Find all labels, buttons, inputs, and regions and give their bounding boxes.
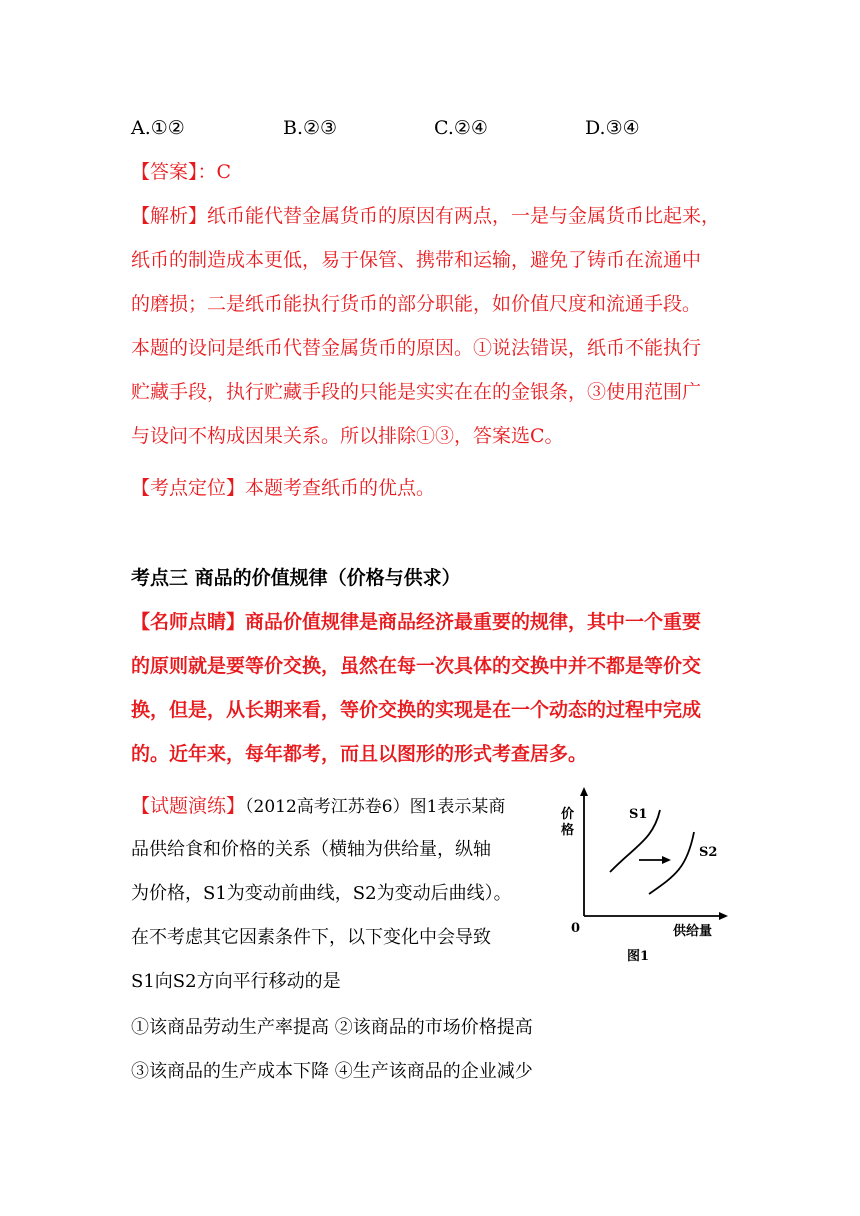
analysis-tag: 【解析】 bbox=[131, 205, 208, 227]
mingshi-text: 商品价值规律是商品经济最重要的规律，其中一个重要 bbox=[245, 611, 702, 633]
y-label-1: 价 bbox=[561, 807, 575, 822]
x-label: 供给量 bbox=[673, 924, 713, 939]
analysis-line-2: 纸币的制造成本更低，易于保管、携带和运输，避免了铸币在流通中 bbox=[131, 249, 702, 271]
analysis-text: 纸币能代替金属货币的原因有两点，一是与金属货币比起来， bbox=[207, 205, 721, 227]
shift-arrow-head bbox=[662, 856, 671, 864]
kaodian-line bbox=[131, 474, 435, 502]
choice-line-1: ①该商品劳动生产率提高 ②该商品的市场价格提高 bbox=[131, 1017, 533, 1038]
supply-figure bbox=[557, 784, 737, 969]
answer-tag: 【答案】 bbox=[131, 161, 198, 183]
kaodian-text: 本题考查纸币的优点。 bbox=[245, 477, 436, 499]
mingshi-line-2: 的原则就是要等价交换，虽然在每一次具体的交换中并不都是等价交 bbox=[131, 655, 702, 677]
answer-line bbox=[131, 158, 231, 186]
exercise-line-1 bbox=[131, 792, 505, 821]
analysis-line-3: 的磨损；二是纸币能执行货币的部分职能，如价值尺度和流通手段。 bbox=[131, 293, 702, 315]
choice-line-2: ③该商品的生产成本下降 ④生产该商品的企业减少 bbox=[131, 1061, 533, 1082]
x-axis-arrow bbox=[719, 912, 728, 920]
y-label-2: 格 bbox=[561, 823, 575, 838]
option-b: B.②③ bbox=[283, 117, 338, 139]
mingshi-line-3: 换，但是，从长期来看，等价交换的实现是在一个动态的过程中完成 bbox=[131, 699, 702, 721]
s2-label: S2 bbox=[699, 845, 718, 860]
analysis-line-5: 贮藏手段，执行贮藏手段的只能是实实在在的金银条，③使用范围广 bbox=[131, 381, 702, 403]
section-title: 考点三 商品的价值规律（价格与供求） bbox=[131, 567, 461, 589]
kaodian-tag: 【考点定位】 bbox=[131, 477, 246, 499]
answer-value: ：C bbox=[197, 161, 232, 183]
mingshi-line-1 bbox=[131, 608, 701, 636]
option-a: A.①② bbox=[131, 117, 185, 139]
mingshi-tag: 【名师点睛】 bbox=[131, 611, 246, 633]
exercise-tag: 【试题演练】 bbox=[131, 795, 246, 817]
exercise-text: （2012高考江苏卷6）图1表示某商 bbox=[245, 797, 506, 817]
exercise-line-4: 在不考虑其它因素条件下，以下变化中会导致 bbox=[131, 927, 491, 948]
origin-label: 0 bbox=[571, 921, 581, 936]
analysis-line-4: 本题的设问是纸币代替金属货币的原因。①说法错误，纸币不能执行 bbox=[131, 337, 702, 359]
mingshi-line-4: 的。近年来，每年都考，而且以图形的形式考查居多。 bbox=[131, 743, 588, 765]
analysis-line-1 bbox=[131, 202, 720, 230]
exercise-line-3: 为价格，S1为变动前曲线，S2为变动后曲线）。 bbox=[131, 883, 512, 904]
figure-caption: 图1 bbox=[627, 949, 650, 964]
exercise-line-2: 品供给食和价格的关系（横轴为供给量，纵轴 bbox=[131, 839, 491, 860]
y-axis-arrow bbox=[580, 787, 588, 796]
s1-label: S1 bbox=[629, 807, 648, 822]
exercise-line-5: S1向S2方向平行移动的是 bbox=[131, 971, 341, 992]
option-d: D.③④ bbox=[585, 117, 640, 139]
answer-options bbox=[131, 114, 751, 142]
option-c: C.②④ bbox=[434, 117, 488, 139]
analysis-line-6: 与设问不构成因果关系。所以排除①③，答案选C。 bbox=[131, 425, 564, 447]
curve-s2 bbox=[649, 832, 694, 894]
